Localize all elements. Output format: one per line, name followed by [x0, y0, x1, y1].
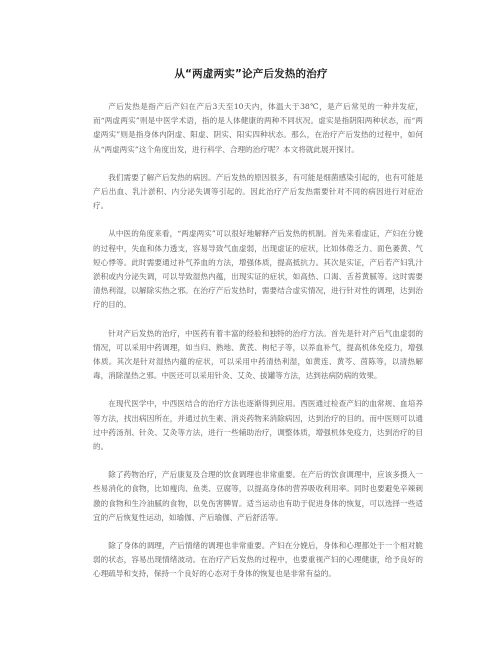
document-title: 从“两虚两实”论产后发热的治疗 — [174, 68, 328, 80]
paragraph-2: 我们需要了解产后发热的病因。产后发热的原因很多，有可能是细菌感染引起的，也有可能是产后出血、乳汁淤积、内分泌失调等引起的。因此治疗产后发热需要针对不同的病因进行对症治疗。 — [93, 172, 423, 211]
paragraph-6: 除了药物治疗，产后康复及合理的饮食调理也非常重要。在产后的饮食调理中，应该多摄入一些易消化的食物，比如瘦肉、鱼类、豆腐等，以提高身体的营养吸收利用率。同时也要避免辛辣刺激的食物和生冷油腻的食物，以免伤害脾胃。适当运动也有助于促进身体的恢复，可以选择一些适宜的产后恢复性运动，如瑜伽、产后瑜伽、产后舒活等。 — [93, 470, 423, 522]
paragraph-3: 从中医的角度来看，“两虚两实”可以很好地解释产后发热的机制。首先来看虚证，产妇在分娩的过程中，失血和体力透支，容易导致气血虚弱，出现虚证的症状，比如体倦乏力、面色萎黄、气短心悸等。此时需要通过补气养血的方法，增强体质，提高抵抗力。其次是实证，产后若产妇乳汁淤积或内分泌失调，可以导致湿热内蕴，出现实证的症状，如高热、口渴、舌苔黄腻等。这时需要清热利湿，以解除实热之邪。在治疗产后发热时，需要结合虚实情况，进行针对性的调理，达到治疗的目的。 — [93, 229, 423, 310]
paragraph-4: 针对产后发热的治疗，中医药有着丰富的经验和独特的治疗方法。首先是针对产后气血虚弱的情况，可以采用中药调理，如当归、熟地、黄芪、枸杞子等，以养血补气，提高机体免疫力，增强体质。其次是针对湿热内蕴的症状，可以采用中药清热利湿，如黄连、黄芩、茵陈等，以清热解毒，消除湿热之邪。中医还可以采用针灸、艾灸、拔罐等方法，达到祛病防病的效果。 — [93, 328, 423, 381]
document-body — [93, 100, 423, 596]
paragraph-7: 除了身体的调理，产后情绪的调理也非常重要。产妇在分娩后，身体和心理都处于一个相对脆弱的状态，容易出现情绪波动。在治疗产后发热的过程中，也要重视产妇的心理健康，给予良好的心理疏导和支持，保持一个良好的心态对于身体的恢复也是非常有益的。 — [93, 541, 423, 579]
paragraph-5: 在现代医学中，中西医结合的治疗方法也逐渐得到应用。西医通过检查产妇的血常规、血培养等方法，找出病因所在，并通过抗生素、消炎药物来消除病因，达到治疗的目的。而中医则可以通过中药汤剂、针灸、艾灸等方法，进行一些辅助治疗，调整体质，增强机体免疫力，达到治疗的目的。 — [93, 399, 423, 452]
paragraph-1: 产后发热是指产后产妇在产后3天至10天内，体温大于38℃，是产后常见的一种并发症，而“两虚两实”则是中医学术语，指的是人体健康的两种不同状况。虚实是指阴阳两种状态，而“两虚两实”则是指身体内阴虚、阳虚、阴实、阳实四种状态。那么，在治疗产后发热的过程中，如何从“两虚两实”这个角度出发，进行科学、合理的治疗呢？本文将就此展开探讨。 — [93, 102, 423, 154]
